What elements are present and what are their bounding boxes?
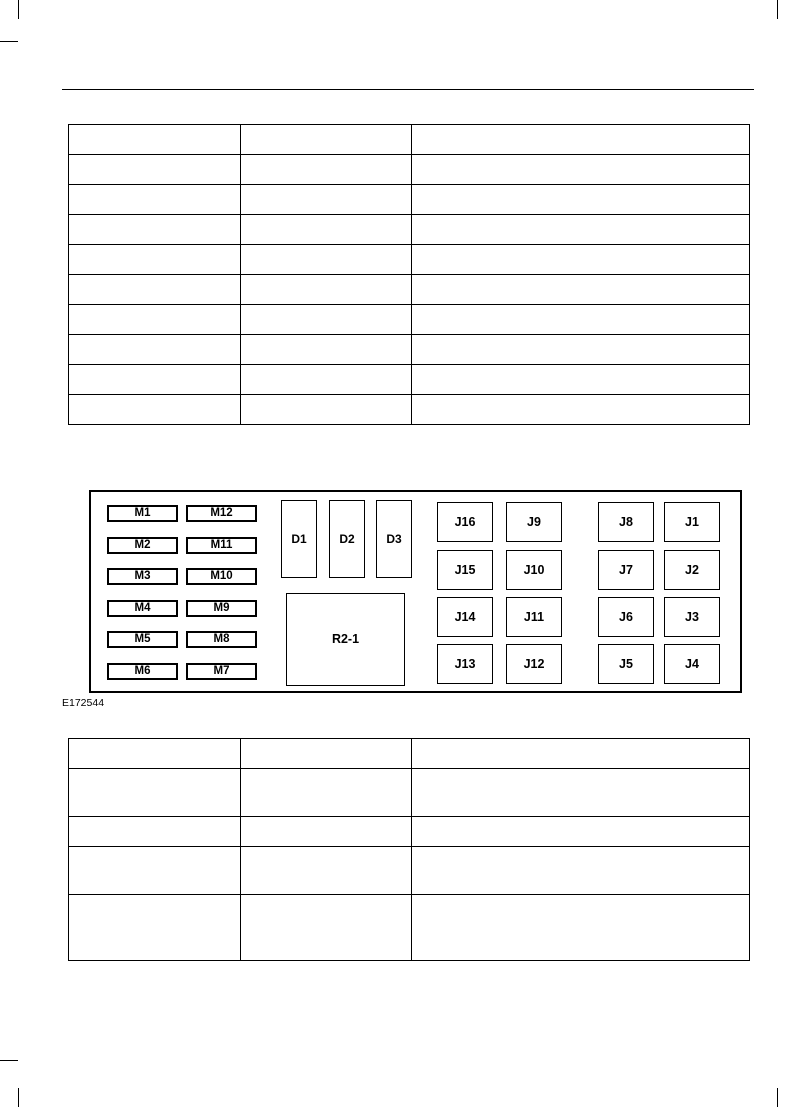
- header-rule: [62, 89, 754, 90]
- table-cell: [412, 215, 750, 245]
- table-cell: [241, 305, 412, 335]
- table-cell: [241, 395, 412, 425]
- mini-fuse-m12: M12: [186, 505, 257, 522]
- jcase-fuse-j16: J16: [437, 502, 493, 542]
- table-cell: [412, 739, 750, 769]
- mini-fuse-m1: M1: [107, 505, 178, 522]
- table-cell: [241, 895, 412, 961]
- table-cell: [241, 275, 412, 305]
- table-row: [69, 185, 750, 215]
- table-row: [69, 215, 750, 245]
- table-cell: [241, 185, 412, 215]
- mini-fuse-m8: M8: [186, 631, 257, 648]
- table-cell: [412, 125, 750, 155]
- table-row: [69, 245, 750, 275]
- jcase-fuse-j13: J13: [437, 644, 493, 684]
- table-cell: [241, 365, 412, 395]
- table-cell: [412, 895, 750, 961]
- mini-fuse-m4: M4: [107, 600, 178, 617]
- diode-d1: D1: [281, 500, 317, 578]
- crop-mark-bottom-left: [18, 1088, 19, 1107]
- table-row: [69, 769, 750, 817]
- table-cell: [69, 335, 241, 365]
- table-row: [69, 335, 750, 365]
- mini-fuse-m9: M9: [186, 600, 257, 617]
- mini-fuse-m7: M7: [186, 663, 257, 680]
- jcase-fuse-j8: J8: [598, 502, 654, 542]
- table-cell: [69, 847, 241, 895]
- table-cell: [69, 305, 241, 335]
- crop-mark-top-right: [777, 0, 778, 19]
- table-cell: [69, 215, 241, 245]
- table-row: [69, 155, 750, 185]
- table-cell: [69, 739, 241, 769]
- table-cell: [412, 365, 750, 395]
- table-cell: [412, 305, 750, 335]
- crop-mark-bottom-right: [777, 1088, 778, 1107]
- jcase-fuse-j5: J5: [598, 644, 654, 684]
- table-cell: [69, 817, 241, 847]
- crop-mark-bottom-left: [0, 1060, 18, 1061]
- jcase-fuse-j11: J11: [506, 597, 562, 637]
- mini-fuse-m5: M5: [107, 631, 178, 648]
- table-row: [69, 739, 750, 769]
- table-cell: [412, 769, 750, 817]
- fuse-box-diagram: [89, 490, 742, 693]
- table-cell: [69, 245, 241, 275]
- jcase-fuse-j14: J14: [437, 597, 493, 637]
- jcase-fuse-j3: J3: [664, 597, 720, 637]
- table-row: [69, 305, 750, 335]
- table-cell: [412, 335, 750, 365]
- table-row: [69, 395, 750, 425]
- table-cell: [241, 817, 412, 847]
- jcase-fuse-j2: J2: [664, 550, 720, 590]
- table-cell: [412, 817, 750, 847]
- table-cell: [412, 395, 750, 425]
- table-row: [69, 817, 750, 847]
- table-cell: [412, 847, 750, 895]
- table-cell: [69, 185, 241, 215]
- fuse-table-bottom: [68, 738, 750, 961]
- table-row: [69, 275, 750, 305]
- table-cell: [241, 245, 412, 275]
- mini-fuse-m6: M6: [107, 663, 178, 680]
- table-cell: [412, 275, 750, 305]
- jcase-fuse-j1: J1: [664, 502, 720, 542]
- table-row: [69, 847, 750, 895]
- table-cell: [241, 215, 412, 245]
- crop-mark-top-left: [0, 41, 18, 42]
- table-cell: [241, 335, 412, 365]
- relay-r2-1: R2-1: [286, 593, 405, 686]
- mini-fuse-m11: M11: [186, 537, 257, 554]
- table-row: [69, 895, 750, 961]
- table-row: [69, 125, 750, 155]
- jcase-fuse-j7: J7: [598, 550, 654, 590]
- jcase-fuse-j15: J15: [437, 550, 493, 590]
- table-cell: [69, 155, 241, 185]
- mini-fuse-m10: M10: [186, 568, 257, 585]
- table-cell: [69, 395, 241, 425]
- table-cell: [412, 155, 750, 185]
- diode-d3: D3: [376, 500, 412, 578]
- table-cell: [241, 125, 412, 155]
- diode-d2: D2: [329, 500, 365, 578]
- table-cell: [241, 847, 412, 895]
- table-cell: [69, 895, 241, 961]
- jcase-fuse-j10: J10: [506, 550, 562, 590]
- table-cell: [69, 769, 241, 817]
- figure-code: E172544: [62, 697, 105, 709]
- table-cell: [69, 125, 241, 155]
- jcase-fuse-j9: J9: [506, 502, 562, 542]
- table-cell: [412, 245, 750, 275]
- fuse-table-top: [68, 124, 750, 425]
- table-cell: [69, 365, 241, 395]
- table-cell: [412, 185, 750, 215]
- table-cell: [69, 275, 241, 305]
- mini-fuse-m2: M2: [107, 537, 178, 554]
- table-cell: [241, 739, 412, 769]
- jcase-fuse-j12: J12: [506, 644, 562, 684]
- table-row: [69, 365, 750, 395]
- crop-mark-top-left: [18, 0, 19, 19]
- jcase-fuse-j6: J6: [598, 597, 654, 637]
- mini-fuse-m3: M3: [107, 568, 178, 585]
- table-cell: [241, 155, 412, 185]
- table-cell: [241, 769, 412, 817]
- jcase-fuse-j4: J4: [664, 644, 720, 684]
